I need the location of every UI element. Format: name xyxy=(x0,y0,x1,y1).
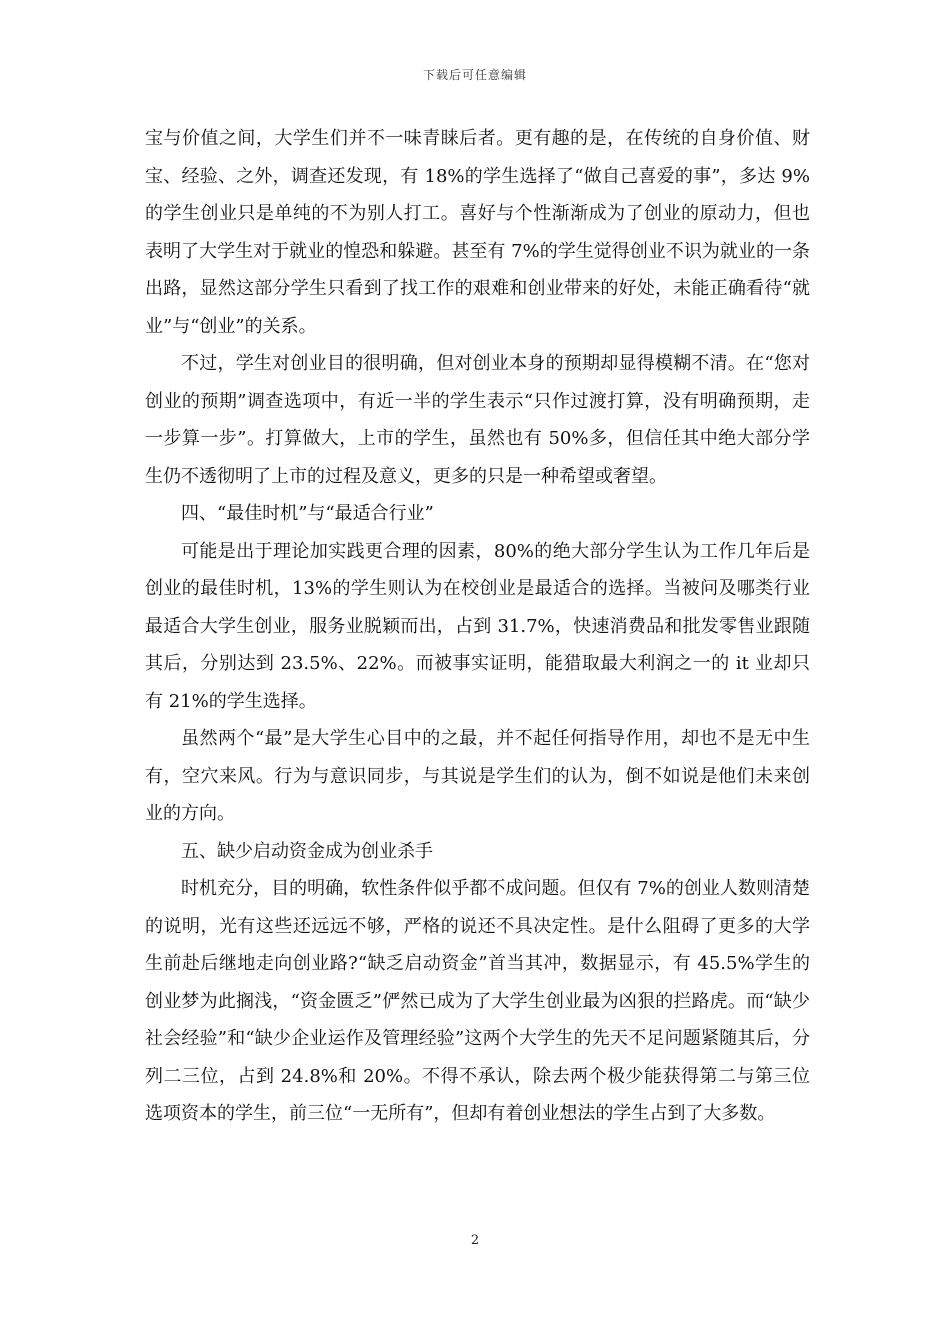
section-heading-4: 四、“最佳时机”与“最适合行业” xyxy=(181,503,434,524)
page-number: 2 xyxy=(470,1233,480,1248)
paragraph-expectations: 不过，学生对创业目的很明确，但对创业本身的预期却显得模糊不清。在“您对创业的预期”调查选项中，有近一半的学生表示“只作过渡打算，没有明确预期，走一步算一步”。打算做大，上市的学生，虽然也有 50%多，但信任其中绝大部分学生仍不透彻明了上市的过程及意义，更多的只是一种希望或奢望。 xyxy=(145,353,810,487)
document-body xyxy=(145,120,810,1133)
paragraph-best-timing: 可能是出于理论加实践更合理的因素，80%的绝大部分学生认为工作几年后是创业的最佳时机，13%的学生则认为在校创业是最适合的选择。当被问及哪类行业最适合大学生创业，服务业脱颖而出，占到 31.7%，快速消费品和批发零售业跟随其后，分别达到 23.5%、22%。而被事实证明，能猎取最大利润之一的 it 业却只有 21%的学生选择。 xyxy=(145,540,810,712)
page-header: 下载后可任意编辑 xyxy=(422,68,527,82)
paragraph-two-bests: 虽然两个“最”是大学生心目中的之最，并不起任何指导作用，却也不是无中生有，空穴来风。行为与意识同步，与其说是学生们的认为，倒不如说是他们未来创业的方向。 xyxy=(145,728,810,824)
section-heading-5: 五、缺少启动资金成为创业杀手 xyxy=(181,840,433,862)
paragraph-funding: 时机充分，目的明确，软性条件似乎都不成问题。但仅有 7%的创业人数则清楚的说明，光有这些还远远不够，严格的说还不具决定性。是什么阻碍了更多的大学生前赴后继地走向创业路?“缺乏启动资金”首当其冲，数据显示，有 45.5%学生的创业梦为此搁浅，“资金匮乏”俨然已成为了大学生创业最为凶狠的拦路虎。而“缺少社会经验”和“缺少企业运作及管理经验”这两个大学生的先天不足问题紧随其后，分列二三位，占到 24.8%和 20%。不得不承认，除去两个极少能获得第二与第三位选项资本的学生，前三位“一无所有”，但却有着创业想法的学生占到了大多数。 xyxy=(145,878,810,1124)
paragraph-continued: 宝与价值之间，大学生们并不一味青睐后者。更有趣的是，在传统的自身价值、财宝、经验、之外，调查还发现，有 18%的学生选择了“做自己喜爱的事”，多达 9%的学生创业只是单纯的不为别人打工。喜好与个性渐渐成为了创业的原动力，但也表明了大学生对于就业的惶恐和躲避。甚至有 7%的学生觉得创业不识为就业的一条出路，显然这部分学生只看到了找工作的艰难和创业带来的好处，未能正确看待“就业”与“创业”的关系。 xyxy=(145,128,810,337)
